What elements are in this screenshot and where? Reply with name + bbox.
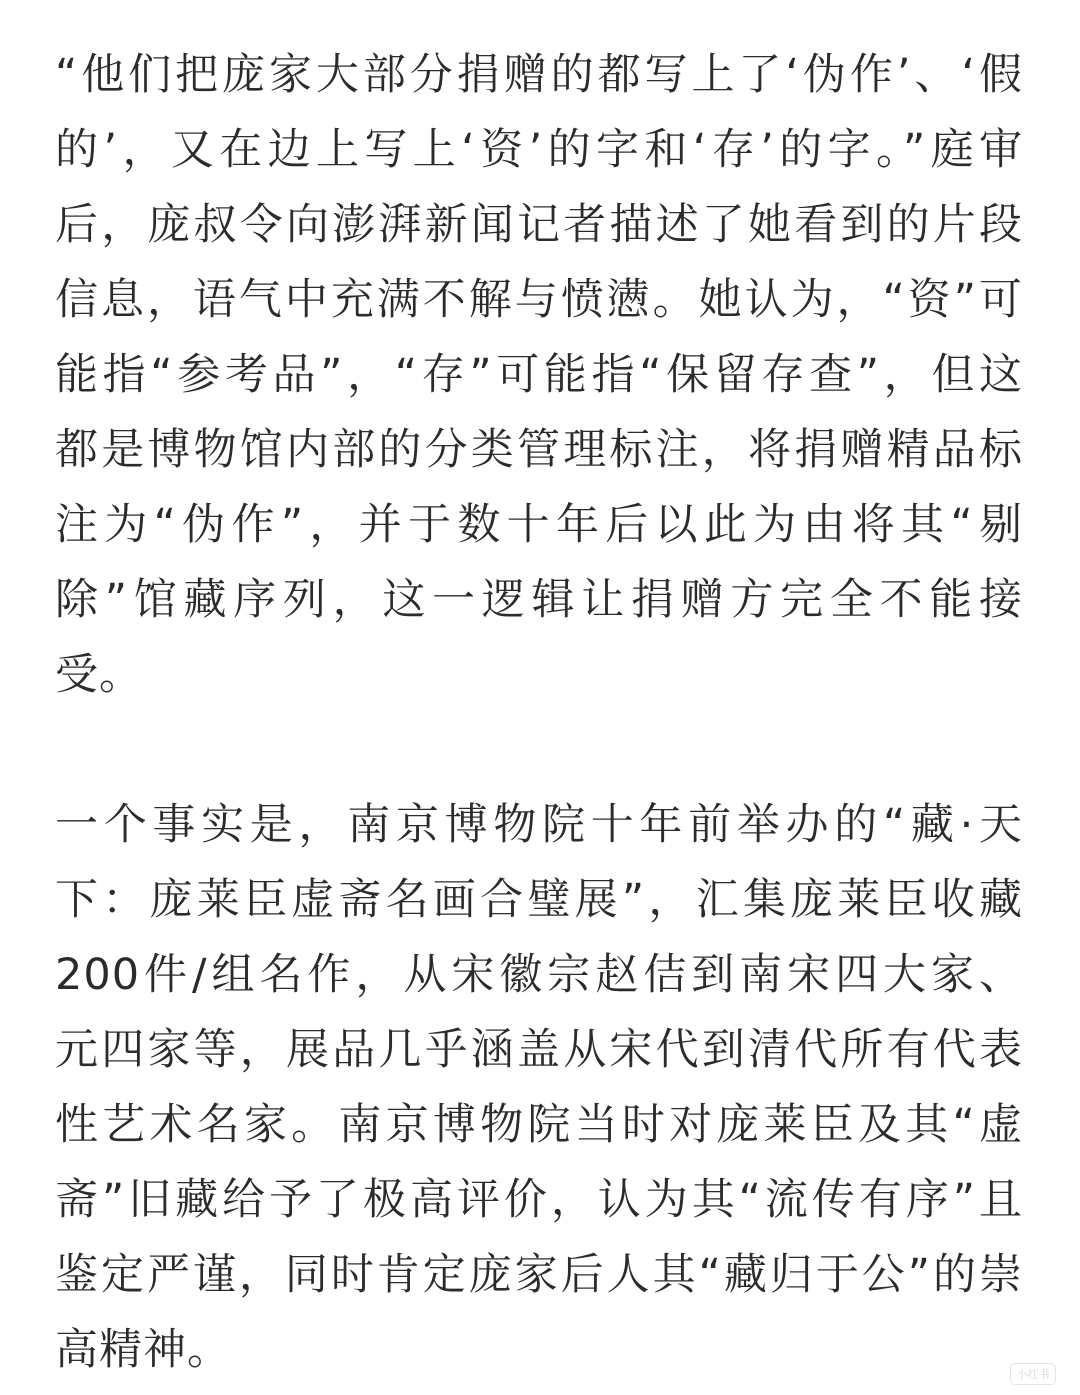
text-line: 一个事实是，南京博物院十年前举办的“藏·天 bbox=[55, 800, 1023, 850]
text-line: 信息，语气中充满不解与愤懑。她认为，“资”可 bbox=[55, 275, 1023, 325]
text-line: 下：庞莱臣虚斋名画合璧展”，汇集庞莱臣收藏 bbox=[55, 875, 1023, 925]
text-line: 受。 bbox=[55, 650, 143, 700]
text-line: 能指“参考品”，“存”可能指“保留存查”，但这 bbox=[55, 350, 1023, 400]
paragraph-gap bbox=[55, 713, 1023, 788]
text-line: 的’，又在边上写上‘资’的字和‘存’的字。”庭审 bbox=[55, 125, 1023, 175]
text-line: 注为“伪作”，并于数十年后以此为由将其“剔 bbox=[55, 500, 1023, 550]
paragraph-2 bbox=[55, 788, 1023, 1388]
text-line: 斋”旧藏给予了极高评价，认为其“流传有序”且 bbox=[55, 1175, 1023, 1225]
watermark-logo: 小红书 bbox=[1010, 1363, 1056, 1385]
text-line: 元四家等，展品几乎涵盖从宋代到清代所有代表 bbox=[55, 1025, 1023, 1075]
text-line: 鉴定严谨，同时肯定庞家后人其“藏归于公”的崇 bbox=[55, 1250, 1023, 1300]
text-line: 后，庞叔令向澎湃新闻记者描述了她看到的片段 bbox=[55, 200, 1023, 250]
text-line: 高精神。 bbox=[55, 1325, 231, 1375]
text-line: 性艺术名家。南京博物院当时对庞莱臣及其“虚 bbox=[55, 1100, 1023, 1150]
text-line: “他们把庞家大部分捐赠的都写上了‘伪作’、‘假 bbox=[55, 50, 1023, 100]
text-line: 200件/组名作，从宋徽宗赵佶到南宋四大家、 bbox=[55, 950, 1023, 1000]
article-body bbox=[55, 38, 1023, 1388]
text-line: 都是博物馆内部的分类管理标注，将捐赠精品标 bbox=[55, 425, 1023, 475]
paragraph-1 bbox=[55, 38, 1023, 713]
text-line: 除”馆藏序列，这一逻辑让捐赠方完全不能接 bbox=[55, 575, 1023, 625]
